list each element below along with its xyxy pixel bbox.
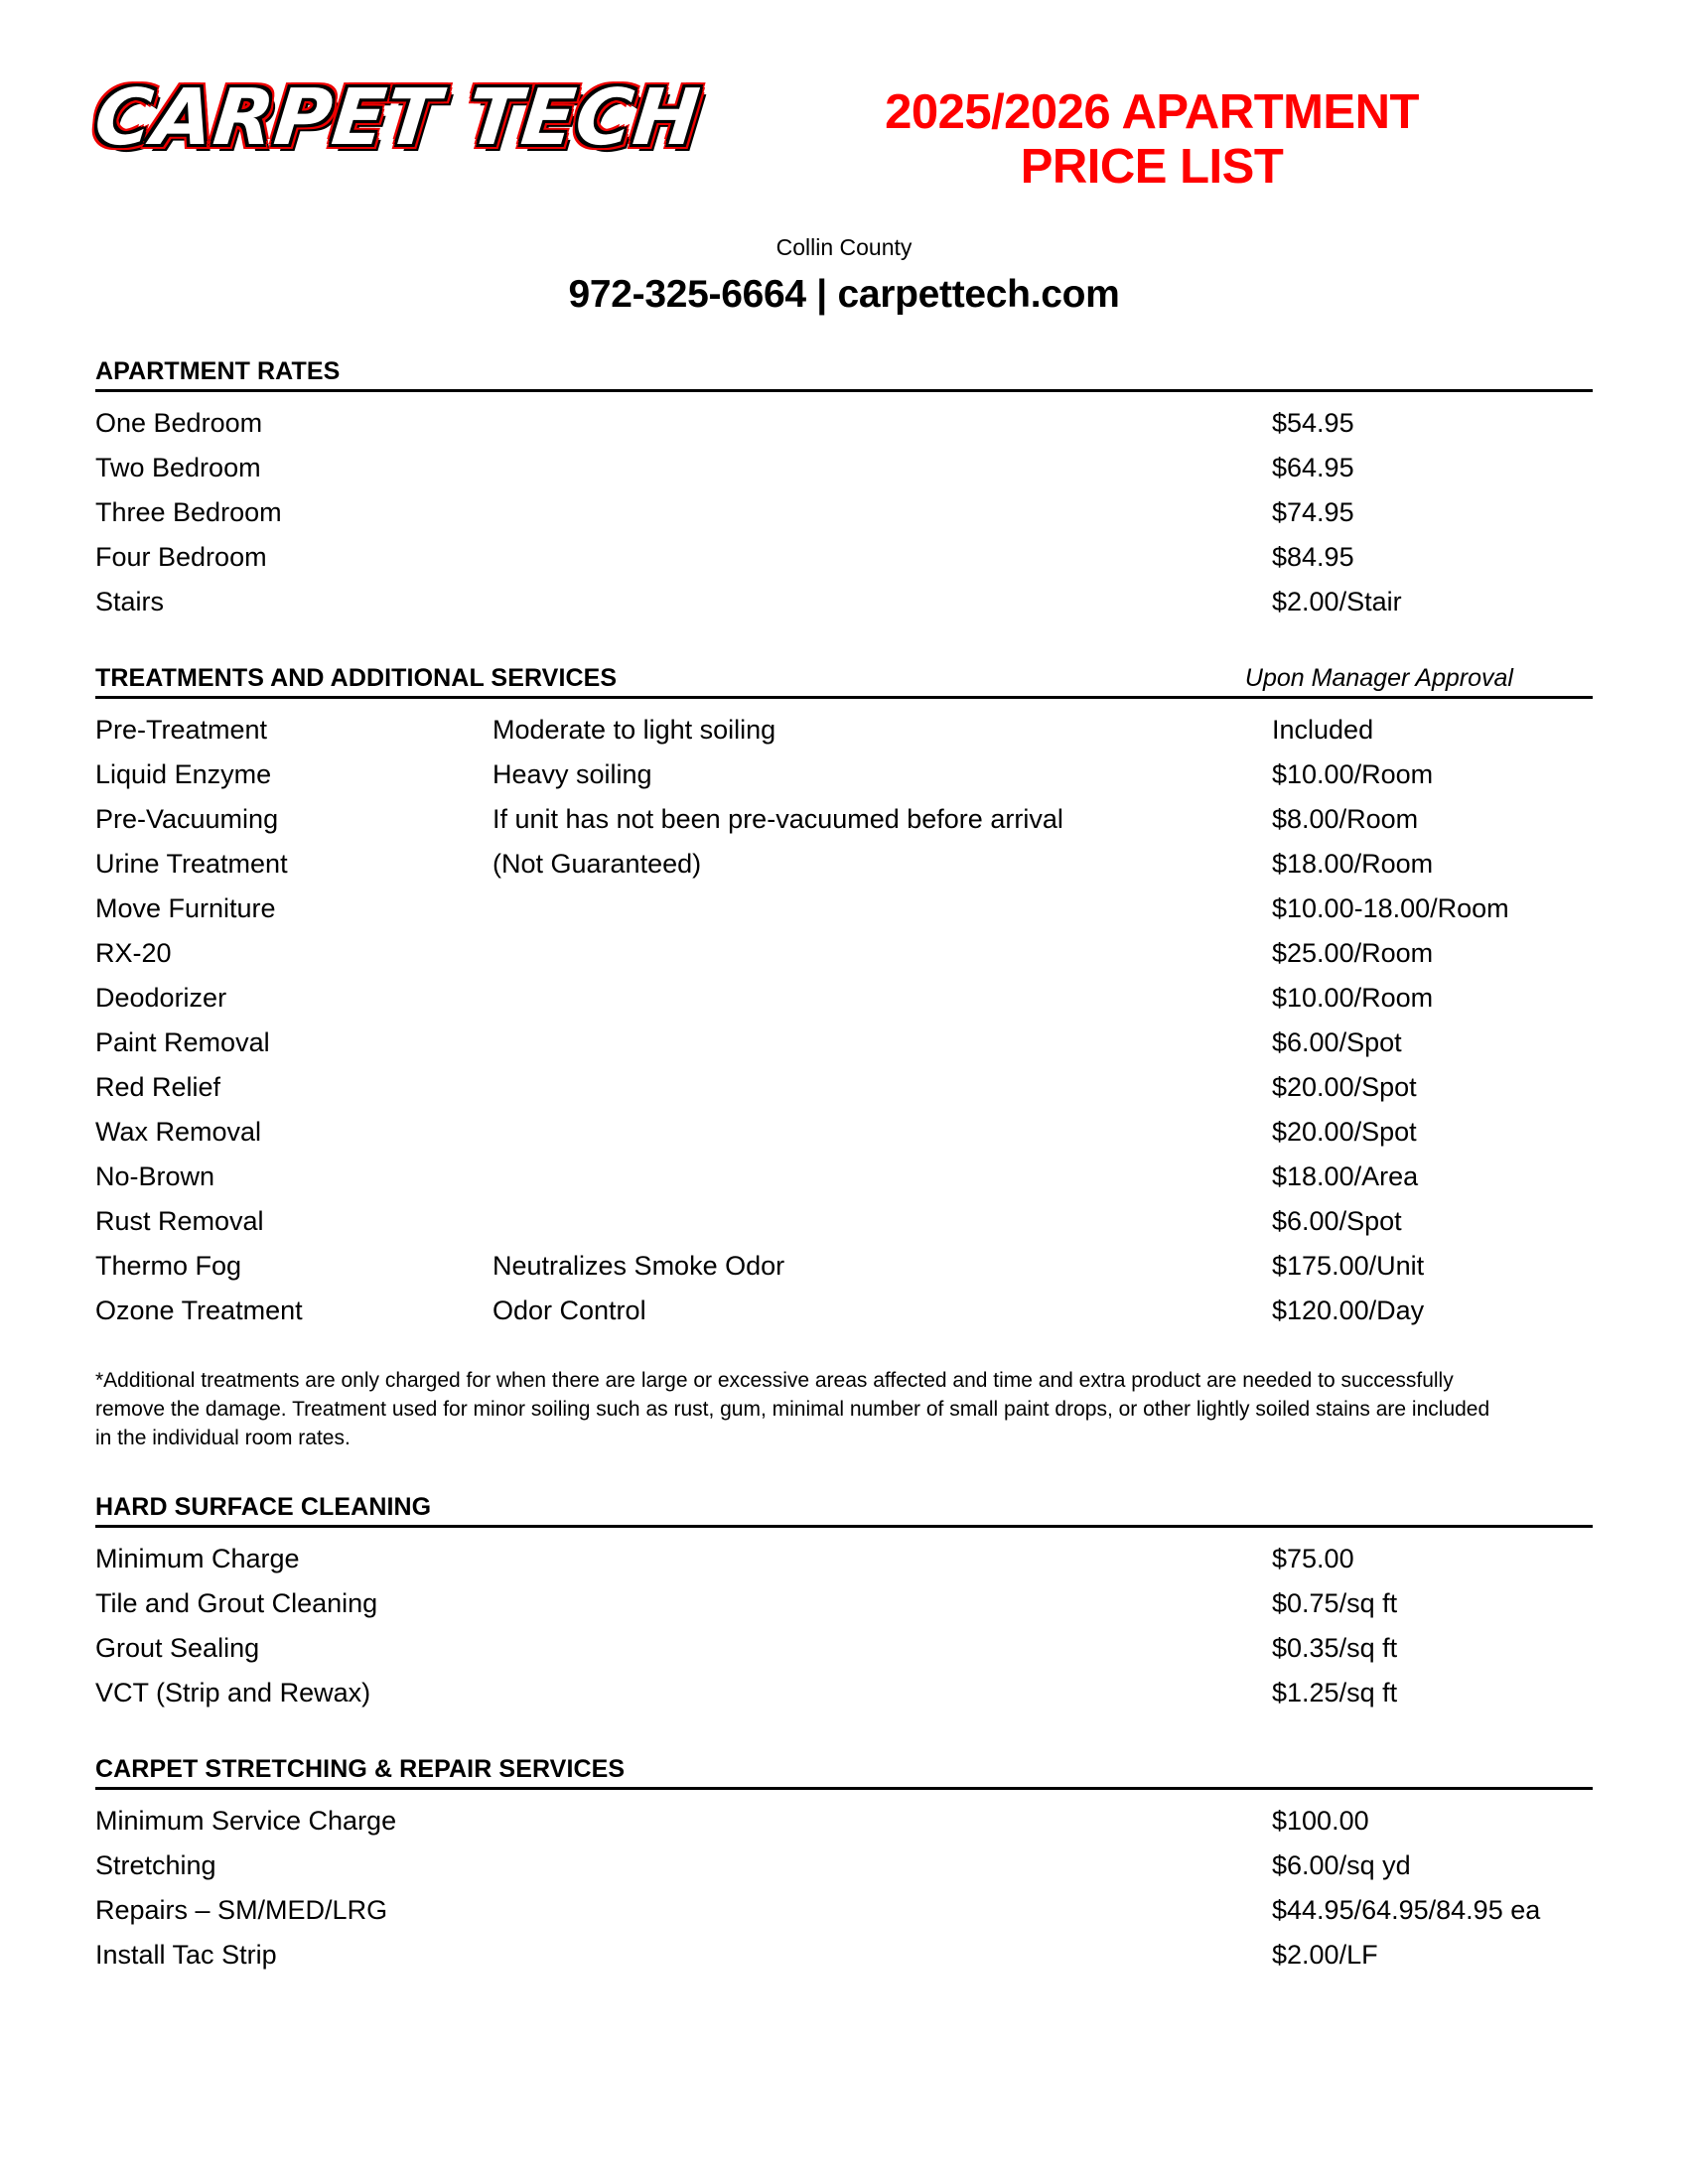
price-row: [95, 401, 1593, 446]
price-row: [95, 1244, 1593, 1289]
row-item-label: Three Bedroom: [95, 497, 282, 528]
row-item-label: Install Tac Strip: [95, 1940, 277, 1971]
row-item-label: VCT (Strip and Rewax): [95, 1678, 371, 1708]
section-apartment-rates: [95, 357, 1593, 624]
row-item-label: Two Bedroom: [95, 453, 261, 483]
row-description: Neutralizes Smoke Odor: [492, 1251, 785, 1282]
section-hard-surface: [95, 1493, 1593, 1715]
row-item-label: Red Relief: [95, 1072, 221, 1103]
row-item-label: Minimum Charge: [95, 1544, 300, 1574]
row-price: $75.00: [1272, 1544, 1354, 1574]
hard-surface-rows: [95, 1537, 1593, 1715]
price-row: [95, 1626, 1593, 1671]
contact-line: 972-325-6664 | carpettech.com: [568, 272, 1120, 316]
section-header: [95, 664, 1593, 699]
row-item-label: One Bedroom: [95, 408, 263, 439]
price-row: [95, 1843, 1593, 1888]
row-price: $2.00/Stair: [1272, 587, 1402, 617]
row-price: $0.35/sq ft: [1272, 1633, 1398, 1664]
row-item-label: Repairs – SM/MED/LRG: [95, 1895, 388, 1926]
carpet-stretching-rows: [95, 1799, 1593, 1978]
price-row: [95, 535, 1593, 580]
row-item-label: Paint Removal: [95, 1027, 270, 1058]
row-item-label: Pre-Treatment: [95, 715, 268, 746]
price-row: [95, 1021, 1593, 1065]
row-price: $74.95: [1272, 497, 1354, 528]
section-header: [95, 1755, 1593, 1790]
row-price: $6.00/Spot: [1272, 1027, 1402, 1058]
price-row: [95, 1537, 1593, 1581]
section-header: [95, 357, 1593, 392]
row-price: $10.00/Room: [1272, 759, 1434, 790]
row-price: $54.95: [1272, 408, 1354, 439]
row-item-label: Liquid Enzyme: [95, 759, 272, 790]
price-row: [95, 842, 1593, 887]
row-item-label: No-Brown: [95, 1161, 215, 1192]
row-price: $8.00/Room: [1272, 804, 1419, 835]
price-row: [95, 1110, 1593, 1155]
row-description: (Not Guaranteed): [492, 849, 702, 880]
row-price: $1.25/sq ft: [1272, 1678, 1398, 1708]
price-row: [95, 1799, 1593, 1843]
row-price: Included: [1272, 715, 1374, 746]
price-row: [95, 1065, 1593, 1110]
row-item-label: Pre-Vacuuming: [95, 804, 279, 835]
price-row: [95, 708, 1593, 752]
row-price: $10.00-18.00/Room: [1272, 893, 1509, 924]
row-description: Heavy soiling: [492, 759, 652, 790]
price-row: [95, 446, 1593, 490]
row-price: $0.75/sq ft: [1272, 1588, 1398, 1619]
row-item-label: Thermo Fog: [95, 1251, 242, 1282]
row-price: $6.00/Spot: [1272, 1206, 1402, 1237]
document-header: [90, 69, 1593, 218]
price-row: [95, 1671, 1593, 1715]
price-row: [95, 752, 1593, 797]
price-row: [95, 1933, 1593, 1978]
row-item-label: Wax Removal: [95, 1117, 262, 1148]
row-price: $10.00/Room: [1272, 983, 1434, 1014]
row-price: $84.95: [1272, 542, 1354, 573]
row-description: Moderate to light soiling: [492, 715, 776, 746]
section-title: HARD SURFACE CLEANING: [95, 1493, 432, 1522]
page-title-line-1: 2025/2026 APARTMENT: [885, 85, 1419, 139]
row-price: $100.00: [1272, 1806, 1369, 1837]
row-price: $64.95: [1272, 453, 1354, 483]
row-price: $44.95/64.95/84.95 ea: [1272, 1895, 1541, 1926]
row-item-label: Minimum Service Charge: [95, 1806, 397, 1837]
price-row: [95, 931, 1593, 976]
row-price: $6.00/sq yd: [1272, 1850, 1411, 1881]
row-item-label: Ozone Treatment: [95, 1296, 303, 1326]
apartment-rates-rows: [95, 401, 1593, 624]
row-item-label: Four Bedroom: [95, 542, 267, 573]
row-item-label: Stairs: [95, 587, 165, 617]
section-title: TREATMENTS AND ADDITIONAL SERVICES: [95, 664, 618, 693]
row-price: $18.00/Room: [1272, 849, 1434, 880]
page-title-line-2: PRICE LIST: [1020, 140, 1284, 195]
company-logo: [90, 69, 711, 163]
section-title: APARTMENT RATES: [95, 357, 341, 386]
price-row: [95, 490, 1593, 535]
row-item-label: Grout Sealing: [95, 1633, 260, 1664]
price-row: [95, 797, 1593, 842]
section-title: CARPET STRETCHING & REPAIR SERVICES: [95, 1755, 626, 1784]
price-row: [95, 1581, 1593, 1626]
price-row: [95, 580, 1593, 624]
row-item-label: Deodorizer: [95, 983, 227, 1014]
price-row: [95, 1155, 1593, 1199]
row-item-label: Move Furniture: [95, 893, 276, 924]
price-row: [95, 1888, 1593, 1933]
row-item-label: Stretching: [95, 1850, 216, 1881]
section-carpet-stretching: [95, 1755, 1593, 1978]
row-price: $25.00/Room: [1272, 938, 1434, 969]
row-item-label: Urine Treatment: [95, 849, 288, 880]
service-area-label: Collin County: [775, 234, 913, 260]
row-item-label: RX-20: [95, 938, 172, 969]
row-item-label: Tile and Grout Cleaning: [95, 1588, 378, 1619]
treatments-rows: [95, 708, 1593, 1333]
price-row: [95, 1289, 1593, 1333]
row-price: $18.00/Area: [1272, 1161, 1419, 1192]
section-header: [95, 1493, 1593, 1528]
row-description: If unit has not been pre-vacuumed before arrival: [492, 804, 1063, 835]
row-price: $20.00/Spot: [1272, 1117, 1417, 1148]
price-row: [95, 887, 1593, 931]
page-title: [711, 69, 1593, 196]
row-description: Odor Control: [492, 1296, 646, 1326]
row-price: $175.00/Unit: [1272, 1251, 1425, 1282]
row-item-label: Rust Removal: [95, 1206, 264, 1237]
company-logo-text: CARPET TECH: [90, 73, 705, 163]
row-price: $120.00/Day: [1272, 1296, 1425, 1326]
section-note: Upon Manager Approval: [1244, 664, 1513, 693]
price-row: [95, 1199, 1593, 1244]
footnote: *Additional treatments are only charged for when there are large or excessive areas affected and time and extra product are needed to successfully remove the damage. Treatment used for minor soiling such as rust, gum, minimal number of small paint drops, or other lightly soiled stains are included in the individual room rates.: [95, 1369, 1490, 1450]
section-treatments: [95, 664, 1593, 1333]
row-price: $2.00/LF: [1272, 1940, 1378, 1971]
row-price: $20.00/Spot: [1272, 1072, 1417, 1103]
price-row: [95, 976, 1593, 1021]
